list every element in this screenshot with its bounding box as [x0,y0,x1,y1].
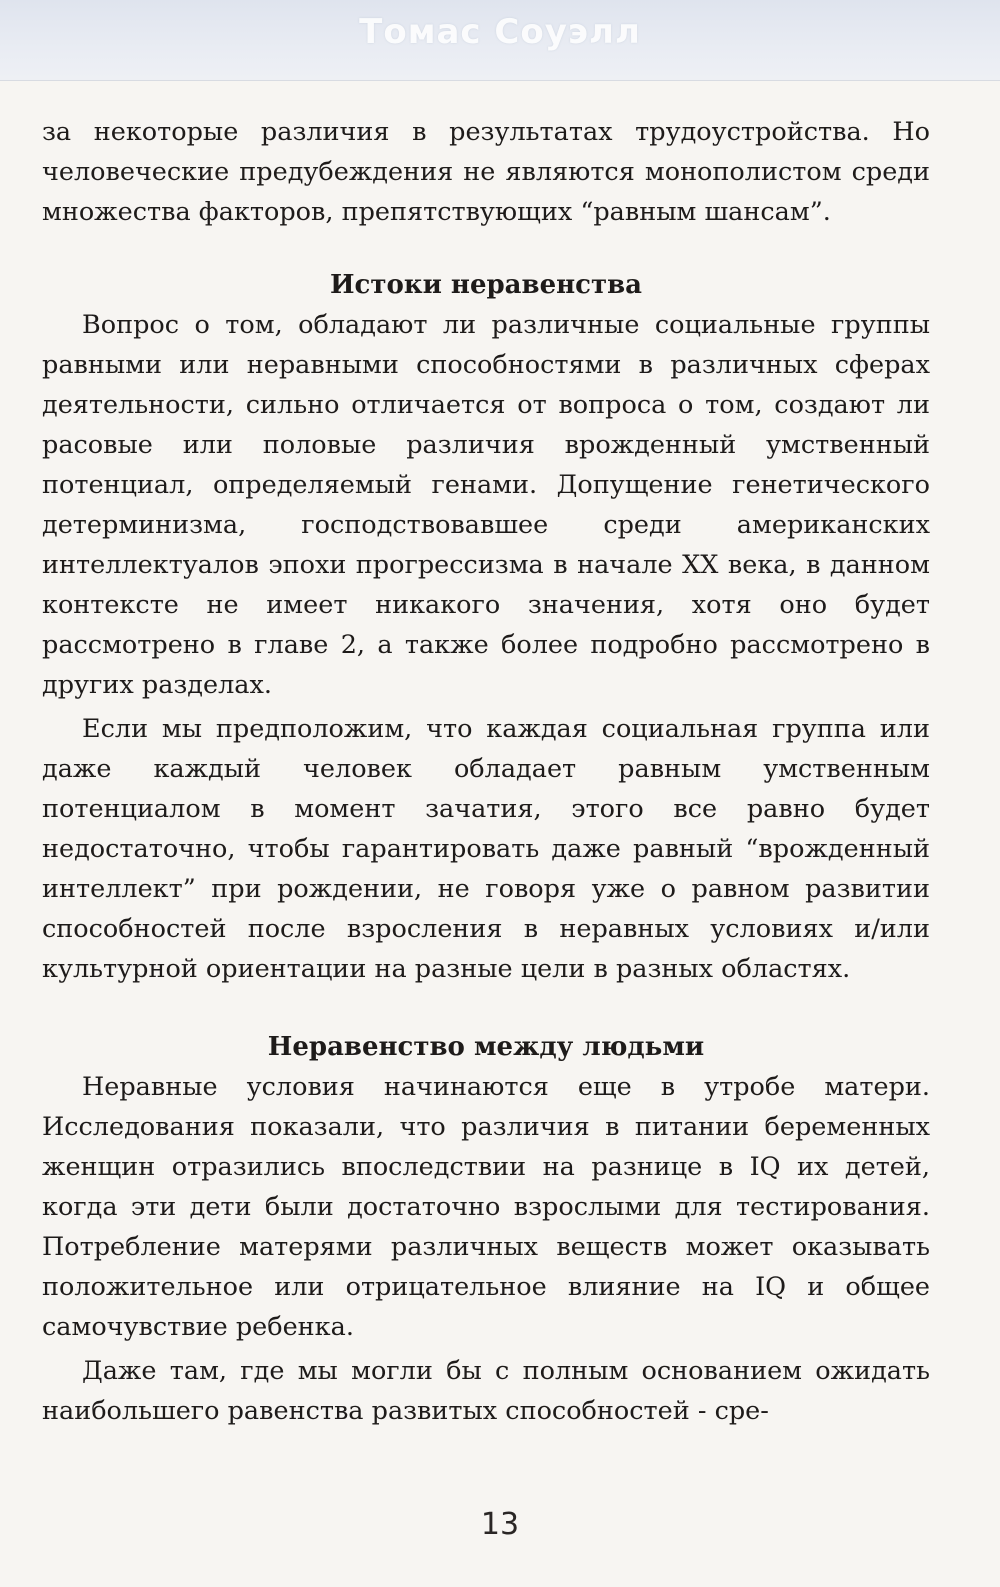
paragraph: Неравные условия начинаются еще в утробе матери. Исследования показали, что различия в питании беременных женщин отразились впоследствии на разнице в IQ их детей, когда эти дети были достаточно взрослыми для тестирования. Потребление матерями различных веществ может оказывать положительное или отрицательное влияние на IQ и общее самочувствие ребенка. [42,1072,930,1342]
page-number: 13 [480,1507,520,1542]
running-head: Томас Соуэлл [359,12,641,52]
section-heading-inequality: Неравенство между людьми [267,1032,705,1062]
paragraph: Вопрос о том, обладают ли различные социальные группы равными или неравными способностями в различных сферах деятельности, сильно отличается от вопроса о том, создают ли расовые или половые различия врожденный умственный потенциал, определяемый генами. Допущение генетического детерминизма, господствовавшее среди американских интеллектуалов эпохи прогрессизма в начале XX века, в данном контексте не имеет никакого значения, хотя оно будет рассмотрено в главе 2, а также более подробно рассмотрено в других разделах. [42,310,930,700]
paragraph: Даже там, где мы могли бы с полным основанием ожидать наибольшего равенства развитых способностей - сре- [42,1356,930,1426]
page-body [42,112,930,1431]
running-head-band [0,0,1000,81]
paragraph: Если мы предположим, что каждая социальная группа или даже каждый человек обладает равным умственным потенциалом в момент зачатия, этого все равно будет недостаточно, чтобы гарантировать даже равный “врожденный интеллект” при рождении, не говоря уже о равном развитии способностей после взросления в неравных условиях и/или культурной ориентации на разные цели в разных областях. [42,714,930,984]
section-heading-origins: Истоки неравенства [329,270,643,300]
opening-paragraph: за некоторые различия в результатах трудоустройства. Но человеческие предубеждения не являются монополистом среди множества факторов, препятствующих “равным шансам”. [42,117,930,227]
